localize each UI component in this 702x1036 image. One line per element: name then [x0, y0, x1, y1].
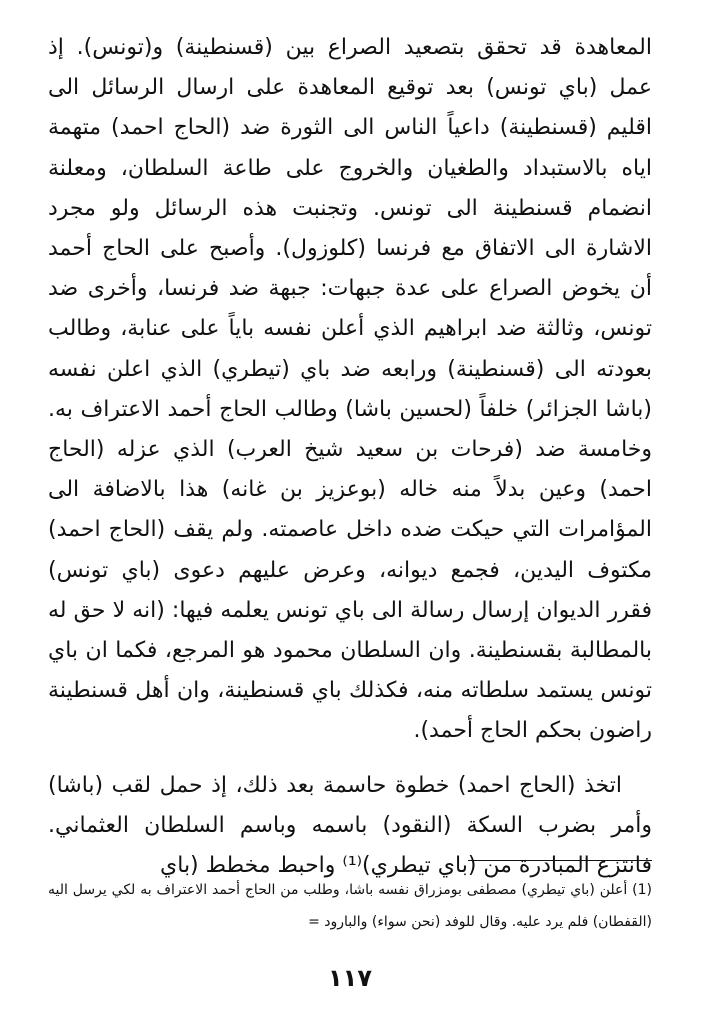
- book-page: [48, 28, 652, 1018]
- body-paragraph-1: المعاهدة قد تحقق بتصعيد الصراع بين (قسنطينة) و(تونس). إذ عمل (باي تونس) بعد توقيع المعاهدة على ارسال الرسائل الى اقليم (قسنطينة) داعياً الناس الى الثورة ضد (الحاج احمد) متهمة اياه بالاستبداد والطغيان والخروج على طاعة السلطان، ومعلنة انضمام قسنطينة الى تونس. وتجنبت هذه الرسائل ولو مجرد الاشارة الى الاتفاق مع فرنسا (كلوزول). وأصبح على الحاج أحمد أن يخوض الصراع على عدة جبهات: جبهة ضد فرنسا، وأخرى ضد تونس، وثالثة ضد ابراهيم الذي أعلن نفسه باياً على عنابة، وطالب بعودته الى (قسنطينة) ورابعه ضد باي (تيطري) الذي اعلن نفسه (باشا الجزائر) خلفاً (لحسين باشا) وطالب الحاج أحمد الاعتراف به. وخامسة ضد (فرحات بن سعيد شيخ العرب) الذي عزله (الحاج احمد) وعين بدلاً منه خاله (بوعزيز بن غانه) هذا بالاضافة الى المؤامرات التي حيكت ضده داخل عاصمته. ولم يقف (الحاج احمد) مكتوف اليدين، فجمع ديوانه، وعرض عليهم دعوى (باي تونس) فقرر الديوان إرسال رسالة الى باي تونس يعلمه فيها: (انه لا حق له بالمطالبة بقسنطينة. وان السلطان محمود هو المرجع، فكما ان باي تونس يستمد سلطاته منه، فكذلك باي قسنطينة، وان أهل قسنطينة راضون بحكم الحاج أحمد).: [48, 35, 652, 744]
- body-paragraph-2: اتخذ (الحاج احمد) خطوة حاسمة بعد ذلك، إذ حمل لقب (باشا) وأمر بضرب السكة (النقود) باسمه وباسم السلطان العثماني. فانتزع المبادرة من (باي تيطري)⁽¹⁾ واحبط مخطط (باي: [48, 772, 652, 879]
- page-number: ١١٧: [328, 964, 372, 992]
- footnote: (1) أعلن (باي تيطري) مصطفى بومزراق نفسه باشا، وطلب من الحاج أحمد الاعتراف به لكي يرسل اليه (القفطان) فلم يرد عليه. وقال للوفد (نحن سواء) والبارود =: [48, 882, 652, 930]
- footnote-separator: [468, 860, 652, 861]
